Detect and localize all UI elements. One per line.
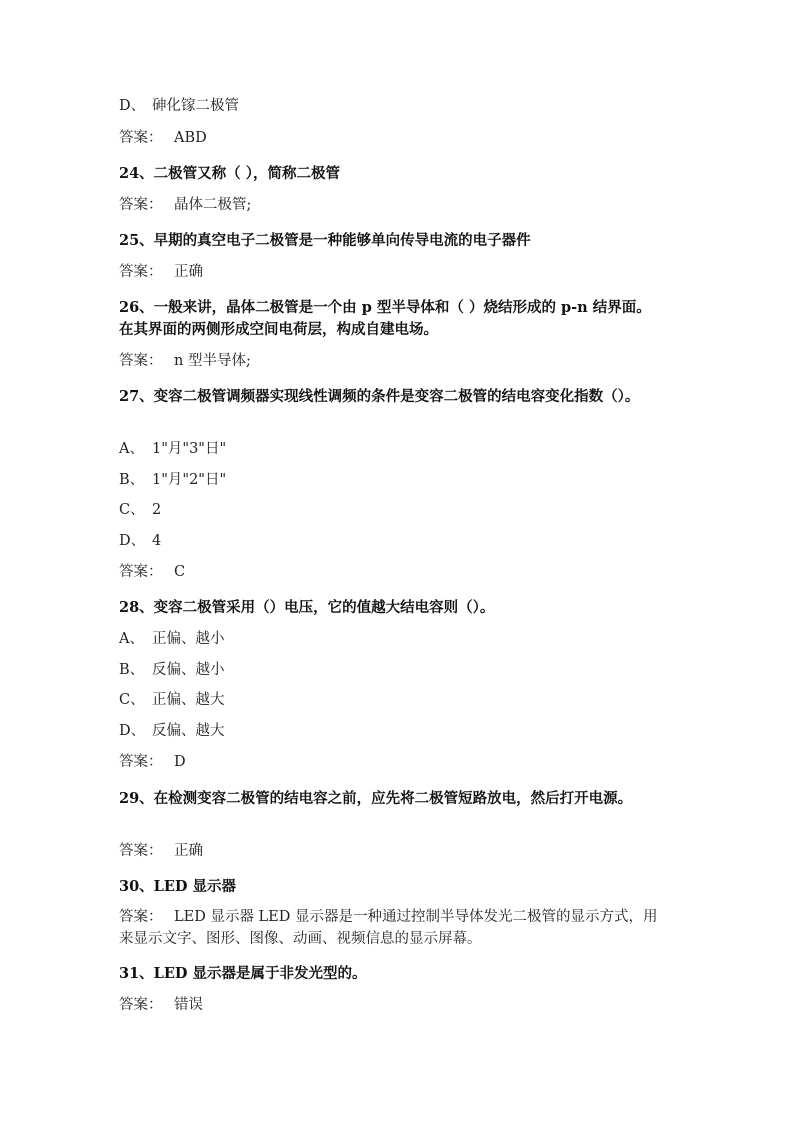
option-a [119, 438, 679, 460]
answer-line [119, 261, 679, 283]
answer-label: 答案： [119, 843, 163, 859]
option-label: A、 [119, 441, 144, 457]
option-text: 2 [152, 502, 162, 518]
option-text: 正偏、越大 [152, 692, 225, 708]
answer-text: C [174, 564, 186, 580]
option-label: D、 [119, 533, 146, 549]
answer-line [119, 751, 679, 773]
option-c [119, 689, 679, 711]
answer-label: 答案： [119, 909, 163, 925]
option-text: 正偏、越小 [152, 631, 225, 647]
option-text: 4 [152, 533, 162, 549]
answer-line [119, 350, 679, 372]
question-28: 28、变容二极管采用（）电压，它的值越大结电容则（）。 [119, 599, 495, 616]
option-c [119, 499, 679, 521]
answer-line [119, 194, 679, 216]
option-label: D、 [119, 723, 146, 739]
answer-label: 答案： [119, 564, 163, 580]
option-label: C、 [119, 502, 145, 518]
answer-text: ABD [174, 130, 207, 146]
option-text: 反偏、越大 [152, 723, 225, 739]
option-b [119, 659, 679, 681]
answer-label: 答案： [119, 197, 163, 213]
option-label: A、 [119, 631, 144, 647]
option-label: B、 [119, 662, 145, 678]
answer-text: D [174, 754, 186, 770]
answer-label: 答案： [119, 754, 163, 770]
option-d [119, 95, 679, 117]
option-label: C、 [119, 692, 145, 708]
answer-line [119, 840, 679, 862]
answer-label: 答案： [119, 130, 163, 146]
option-label: D、 [119, 98, 146, 114]
answer-text: 正确 [174, 264, 203, 280]
question-27: 27、变容二极管调频器实现线性调频的条件是变容二极管的结电容变化指数（）。 [119, 388, 640, 405]
question-24: 24、二极管又称（ ），简称二极管 [119, 165, 340, 182]
option-d [119, 530, 679, 552]
answer-label: 答案： [119, 264, 163, 280]
question-31: 31、LED 显示器是属于非发光型的。 [119, 965, 367, 982]
answer-line [119, 906, 667, 950]
option-text: 反偏、越小 [152, 662, 225, 678]
answer-text: 正确 [174, 843, 203, 859]
question-26: 26、一般来讲，晶体二极管是一个由 p 型半导体和（ ）烧结形成的 p-n 结界面。在其界面的两侧形成空间电荷层，构成自建电场。 [119, 299, 651, 338]
option-text: 1"月"2"日" [152, 472, 227, 488]
answer-text: 错误 [174, 997, 203, 1013]
option-d [119, 720, 679, 742]
question-25: 25、早期的真空电子二极管是一种能够单向传导电流的电子器件 [119, 232, 531, 249]
option-b [119, 469, 679, 491]
answer-text: n 型半导体; [174, 353, 251, 369]
option-text: 砷化镓二极管 [152, 98, 239, 114]
option-text: 1"月"3"日" [152, 441, 227, 457]
answer-text: 晶体二极管; [174, 197, 252, 213]
option-a [119, 628, 679, 650]
question-30: 30、LED 显示器 [119, 878, 237, 895]
answer-text: LED 显示器 LED 显示器是一种通过控制半导体发光二极管的显示方式，用来显示文字、图形、图像、动画、视频信息的显示屏幕。 [119, 909, 658, 947]
answer-line [119, 127, 679, 149]
question-29: 29、在检测变容二极管的结电容之前，应先将二极管短路放电，然后打开电源。 [119, 790, 633, 807]
option-label: B、 [119, 472, 145, 488]
answer-line [119, 994, 679, 1016]
answer-label: 答案： [119, 997, 163, 1013]
answer-line [119, 561, 679, 583]
answer-label: 答案： [119, 353, 163, 369]
